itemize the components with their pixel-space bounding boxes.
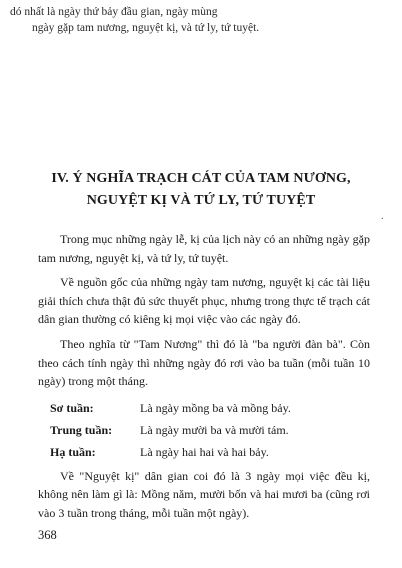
definition-desc: Là ngày hai hai và hai bảy.: [140, 444, 269, 459]
definition-row: [38, 397, 370, 419]
section-heading: [36, 168, 366, 212]
paragraph: Về nguồn gốc của những ngày tam nương, nguyệt kị các tài liệu giải thích chưa thật đủ sức thuyết phục, nhưng trong thực tế trạch cát dân gian thường có kiêng kị mọi việc vào các ngày đó.: [38, 275, 370, 327]
paragraph: Theo nghĩa từ "Tam Nương" thì đó là "ba người đàn bà". Còn theo cách tính ngày thì những ngày đó rơi vào ba tuần (mỗi tuần 10 ngày) trong một tháng.: [38, 336, 370, 389]
heading-line-1: IV. Ý NGHĨA TRẠCH CÁT CỦA TAM NƯƠNG,: [51, 171, 351, 186]
definition-term: Trung tuần:: [50, 422, 113, 437]
definition-list: [38, 397, 370, 463]
definition-desc: Là ngày mồng ba và mồng bảy.: [140, 400, 291, 415]
page-number: 368: [38, 528, 57, 542]
scan-speck: ·: [380, 214, 384, 225]
definition-term: Sơ tuần:: [50, 400, 94, 415]
definition-desc: Là ngày mười ba và mười tám.: [140, 422, 289, 437]
paragraph: Trong mục những ngày lễ, kị của lịch này có an những ngày gặp tam nương, nguyệt kị, và tứ ly, tứ tuyệt.: [38, 232, 370, 265]
fragment-line: ngày gặp tam nương, nguyệt kị, và tứ ly, tứ tuyệt.: [32, 22, 260, 34]
definition-row: [38, 419, 370, 441]
definition-term: Hạ tuần:: [50, 444, 96, 459]
paragraph: Về "Nguyệt kị" dân gian coi đó là 3 ngày mọi việc đều kị, không nên làm gì là: Mồng năm, mười bốn và hai mươi ba (cũng rơi vào 3 tuần trong tháng, mỗi tuần một ngày).: [38, 468, 370, 520]
body-text: [38, 230, 370, 529]
previous-page-fragment: [10, 4, 390, 36]
heading-line-2: NGUYỆT KỊ VÀ TỨ LY, TỨ TUYỆT: [86, 193, 316, 208]
definition-row: [38, 441, 370, 463]
fragment-line: dó nhất là ngày thứ bảy đầu gian, ngày mùng: [10, 6, 218, 18]
